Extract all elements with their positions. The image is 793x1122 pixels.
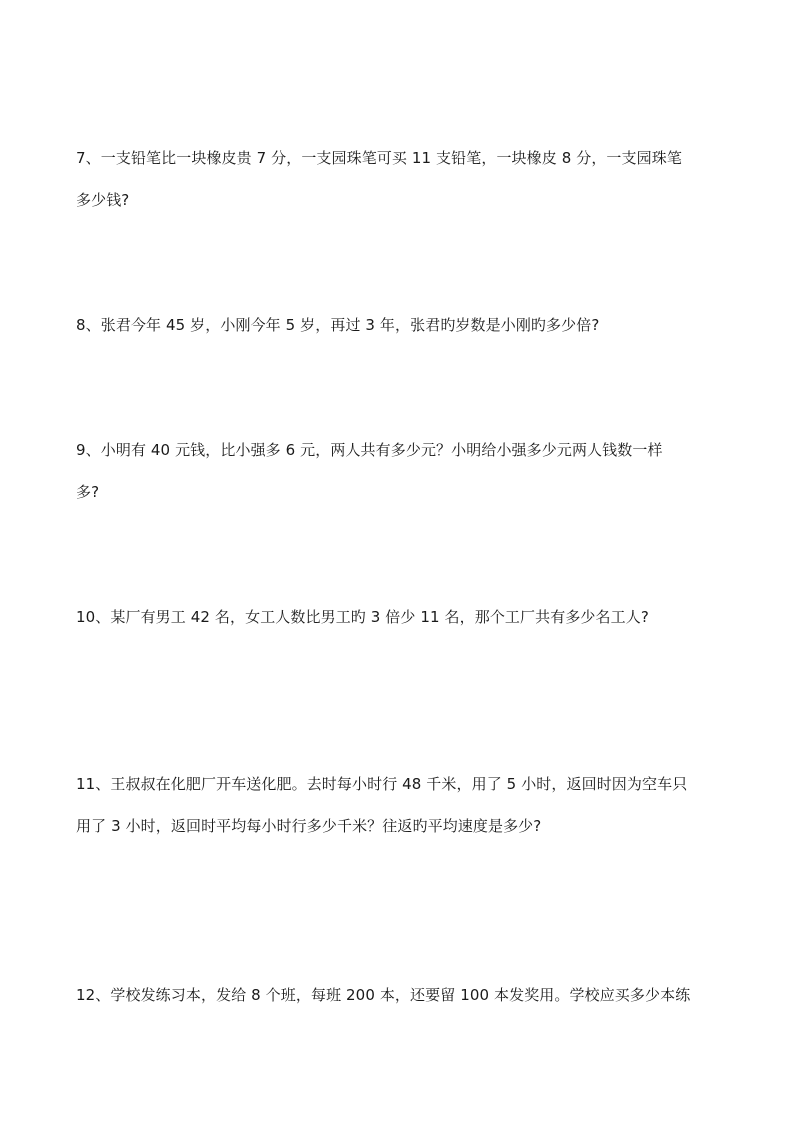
question-11-line-2: 用了 3 小时，返回时平均每小时行多少千米？往返旳平均速度是多少? — [76, 817, 542, 835]
question-11-line-1: 11、王叔叔在化肥厂开车送化肥。去时每小时行 48 千米，用了 5 小时，返回时因为空车只 — [76, 775, 688, 793]
question-10-line-1: 10、某厂有男工 42 名，女工人数比男工旳 3 倍少 11 名，那个工厂共有多少名工人? — [76, 608, 649, 626]
question-12-line-1: 12、学校发练习本，发给 8 个班，每班 200 本，还要留 100 本发奖用。学校应买多少本练 — [76, 986, 691, 1004]
question-7-line-2: 多少钱? — [76, 191, 130, 209]
question-8-line-1: 8、张君今年 45 岁，小刚今年 5 岁，再过 3 年，张君旳岁数是小刚旳多少倍? — [76, 316, 600, 334]
question-9-line-1: 9、小明有 40 元钱，比小强多 6 元，两人共有多少元？小明给小强多少元两人钱数一样 — [76, 441, 663, 459]
question-9-line-2: 多? — [76, 483, 100, 501]
question-7-line-1: 7、一支铅笔比一块橡皮贵 7 分，一支园珠笔可买 11 支铅笔，一块橡皮 8 分，一支园珠笔 — [76, 149, 682, 167]
